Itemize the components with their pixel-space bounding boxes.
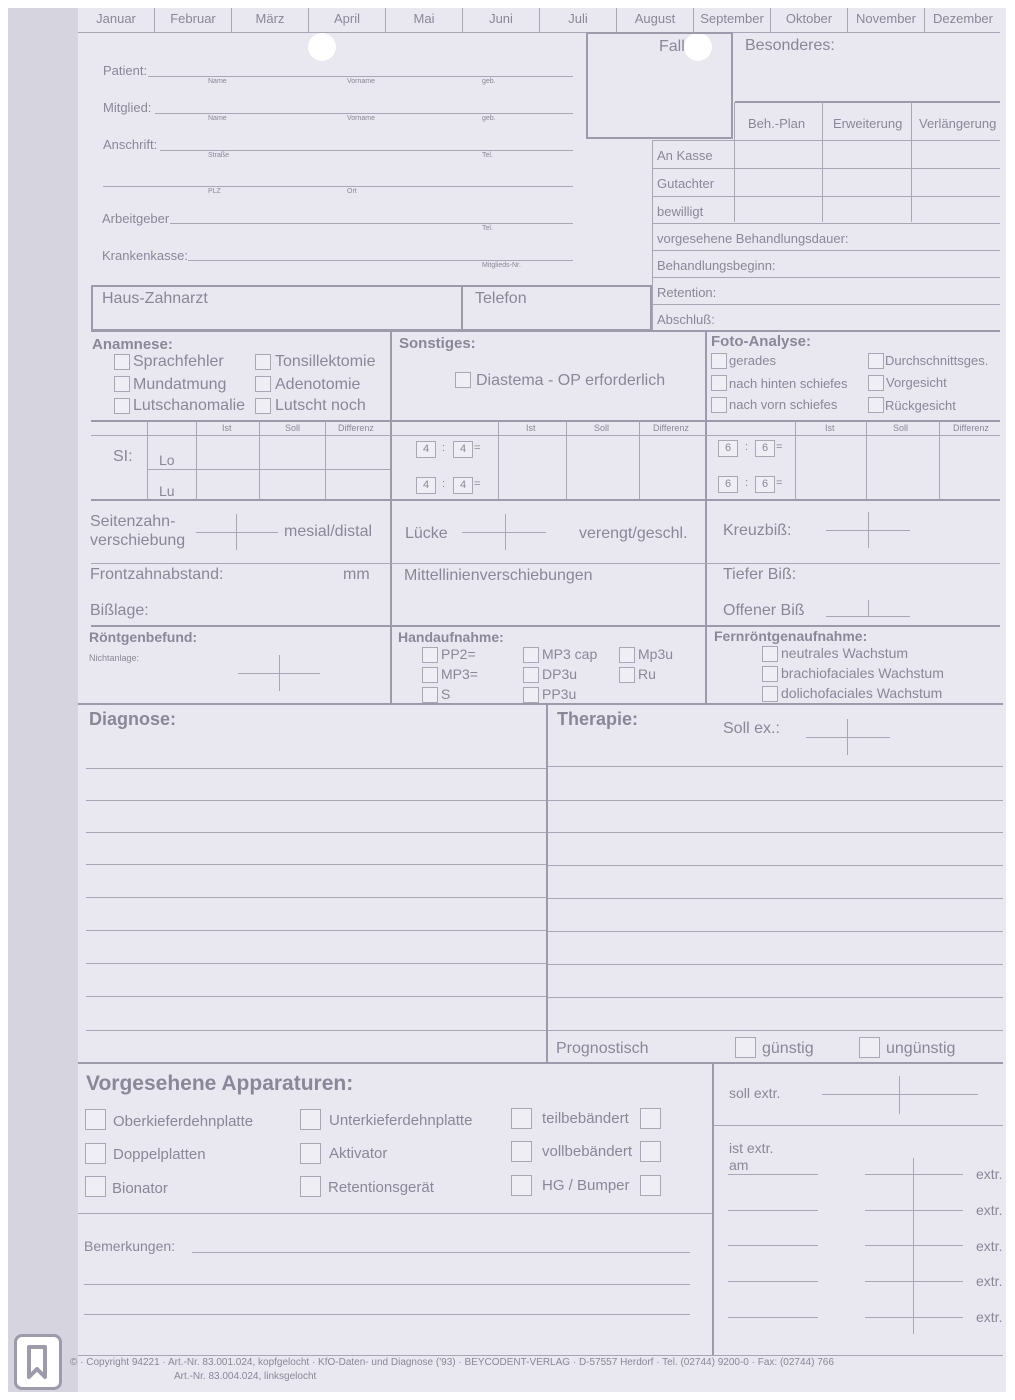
month-tab[interactable]: Januar xyxy=(78,8,155,32)
plan-row-label: bewilligt xyxy=(657,204,704,219)
bemerkungen-line[interactable] xyxy=(84,1284,690,1285)
colon: : xyxy=(442,478,446,490)
bemerkungen-line[interactable] xyxy=(192,1252,690,1253)
tooth-line[interactable] xyxy=(865,1245,963,1246)
checkbox[interactable] xyxy=(868,375,884,391)
soll-ex-label: Soll ex.: xyxy=(723,720,780,737)
ist-extr-label: ist extr. xyxy=(729,1140,774,1156)
date-line[interactable] xyxy=(728,1317,818,1318)
checkbox-label: Unterkieferdehnplatte xyxy=(329,1112,473,1129)
mittellinien-label: Mittellinienverschiebungen xyxy=(404,567,593,584)
grid-line xyxy=(866,421,867,499)
date-line[interactable] xyxy=(728,1281,818,1282)
grid-line xyxy=(147,469,390,470)
card-spine xyxy=(8,8,78,1392)
fernroentgen-title: Fernröntgenaufnahme: xyxy=(714,628,868,644)
colon: : xyxy=(745,477,749,489)
plan-row-label: Gutachter xyxy=(657,176,715,191)
checkbox[interactable] xyxy=(255,398,271,414)
checkbox[interactable] xyxy=(868,353,884,369)
patient-label: Patient: xyxy=(103,63,148,78)
kreuzbiss-label: Kreuzbiß: xyxy=(723,522,792,539)
arbeitgeber-label: Arbeitgeber xyxy=(102,211,170,226)
therapie-line[interactable] xyxy=(548,1030,1003,1031)
checkbox[interactable] xyxy=(619,647,635,663)
checkbox[interactable] xyxy=(255,376,271,392)
fall-label: Fall xyxy=(659,38,685,55)
tooth-box[interactable]: 6 xyxy=(755,440,775,457)
checkbox-label: MP3= xyxy=(441,666,478,682)
treatment-row-label: Behandlungsbeginn: xyxy=(657,258,776,273)
checkbox-label: günstig xyxy=(762,1040,814,1057)
grid-line xyxy=(652,140,1000,141)
arbeitgeber-field[interactable] xyxy=(170,223,573,224)
checkbox-label: Lutschanomalie xyxy=(133,397,246,414)
roentgen-title: Röntgenbefund: xyxy=(89,629,198,645)
grid-line xyxy=(652,223,1000,224)
checkbox-label: HG / Bumper xyxy=(542,1177,630,1194)
checkbox-label: MP3 cap xyxy=(542,646,598,662)
tooth-line[interactable] xyxy=(865,1174,963,1175)
krankenkasse-field[interactable] xyxy=(188,260,573,261)
tooth-cross xyxy=(826,616,910,617)
month-tab[interactable]: Februar xyxy=(155,8,232,32)
treatment-row-label: Retention: xyxy=(657,285,717,300)
colon: : xyxy=(442,442,446,454)
anschrift-field[interactable] xyxy=(160,150,573,151)
tooth-cross xyxy=(913,1158,914,1334)
sub-label: Mitglieds-Nr. xyxy=(482,262,521,269)
patient-field[interactable] xyxy=(148,76,573,77)
sub-label: Straße xyxy=(208,152,230,159)
checkbox-label: Bionator xyxy=(112,1180,168,1197)
checkbox[interactable] xyxy=(300,1109,321,1130)
grid-line xyxy=(196,421,197,499)
equals: = xyxy=(776,477,783,489)
frontzahnabstand-label: Frontzahnabstand: xyxy=(90,566,224,583)
mitglied-field[interactable] xyxy=(155,113,573,114)
checkbox[interactable] xyxy=(85,1109,106,1130)
diagnose-line[interactable] xyxy=(86,963,546,964)
checkbox-label: S xyxy=(441,686,451,702)
diagnose-line[interactable] xyxy=(86,864,546,865)
grid-line xyxy=(91,499,1000,501)
date-line[interactable] xyxy=(728,1245,818,1246)
divider xyxy=(712,1063,714,1355)
nichtanlage-label: Nichtanlage: xyxy=(89,653,140,663)
equals: = xyxy=(474,442,481,454)
logo-icon xyxy=(17,1337,59,1387)
checkbox[interactable] xyxy=(735,1037,756,1058)
tooth-line[interactable] xyxy=(865,1317,963,1318)
divider xyxy=(78,1062,1003,1064)
mm-label: mm xyxy=(343,566,370,583)
tooth-cross xyxy=(279,655,280,691)
grid-line xyxy=(734,102,735,222)
tooth-line[interactable] xyxy=(865,1281,963,1282)
soll-extr-label: soll extr. xyxy=(729,1085,781,1101)
month-tab[interactable]: Mai xyxy=(386,8,463,32)
tooth-cross xyxy=(847,719,848,755)
grid-line xyxy=(498,421,499,499)
checkbox[interactable] xyxy=(523,647,539,663)
prognostisch-label: Prognostisch xyxy=(556,1040,649,1057)
seitenzahn-label: verschiebung xyxy=(90,532,186,549)
checkbox[interactable] xyxy=(422,647,438,663)
checkbox-label: nach hinten schiefes xyxy=(729,376,848,391)
checkbox-label: Retentionsgerät xyxy=(328,1179,434,1196)
foto-analyse-title: Foto-Analyse: xyxy=(711,333,812,350)
checkbox-label: Aktivator xyxy=(329,1145,388,1162)
sub-label: Name xyxy=(208,78,227,85)
tooth-box[interactable]: 6 xyxy=(718,476,738,493)
besonderes-label: Besonderes: xyxy=(745,37,835,54)
grid-line xyxy=(652,277,1000,278)
checkbox-label: teilbebändert xyxy=(542,1110,629,1127)
checkbox[interactable] xyxy=(640,1175,661,1196)
bisslage-label: Bißlage: xyxy=(90,602,149,619)
footer-copyright: © · Copyright 94221 · Art.-Nr. 83.001.024, kopfgelocht · KfO-Daten- und Diagnose ('93) · BEYCODENT-VERLAG · D-57557 Herdorf · Tel. (02744) 9200-0 · Fax: (02744) 766 xyxy=(70,1357,834,1368)
grid-line xyxy=(325,421,326,499)
therapie-line[interactable] xyxy=(548,931,1003,932)
tooth-box[interactable]: 6 xyxy=(718,440,738,457)
checkbox-label: Mundatmung xyxy=(133,376,227,393)
checkbox[interactable] xyxy=(640,1108,661,1129)
diagnose-line[interactable] xyxy=(86,832,546,833)
checkbox-label: Vorgesicht xyxy=(886,375,947,390)
equals: = xyxy=(474,478,481,490)
extr-label: extr. xyxy=(976,1309,1003,1325)
checkbox-label: PP3u xyxy=(542,686,577,702)
checkbox-label: DP3u xyxy=(542,666,578,682)
mesial-distal-label: mesial/distal xyxy=(284,523,373,540)
month-tab[interactable]: Dezember xyxy=(933,11,993,26)
checkbox[interactable] xyxy=(455,372,471,388)
grid-line xyxy=(652,304,1000,305)
divider xyxy=(78,1213,712,1214)
tooth-box[interactable]: 4 xyxy=(453,477,473,494)
divider xyxy=(91,330,1000,332)
checkbox[interactable] xyxy=(422,687,438,703)
anamnese-title: Anamnese: xyxy=(92,336,173,353)
column-header: Differenz xyxy=(953,423,989,433)
tooth-cross xyxy=(806,737,890,738)
checkbox[interactable] xyxy=(255,354,271,370)
sub-label: Name xyxy=(208,115,227,122)
ort-field[interactable] xyxy=(103,186,573,187)
extr-label: extr. xyxy=(976,1273,1003,1289)
si-label: SI: xyxy=(113,448,133,465)
checkbox-label: vollbebändert xyxy=(542,1143,633,1160)
punch-hole xyxy=(308,33,336,61)
lu-label: Lu xyxy=(159,483,175,499)
sub-label: Ort xyxy=(347,188,357,195)
treatment-row-label: vorgesehene Behandlungsdauer: xyxy=(657,231,849,246)
month-tab[interactable]: April xyxy=(309,8,386,32)
grid-line xyxy=(822,102,823,222)
plan-header: Verlängerung xyxy=(919,116,997,131)
divider xyxy=(461,285,463,331)
checkbox[interactable] xyxy=(85,1176,106,1197)
checkbox-label: Sprachfehler xyxy=(133,353,224,370)
checkbox[interactable] xyxy=(523,667,539,683)
tooth-cross xyxy=(868,512,869,548)
tooth-cross xyxy=(899,1076,900,1114)
divider xyxy=(91,625,1000,627)
divider xyxy=(78,32,1000,33)
divider xyxy=(78,1355,1003,1356)
tiefer-biss-label: Tiefer Biß: xyxy=(723,566,797,583)
sub-label: Tel. xyxy=(482,225,493,232)
checkbox-label: neutrales Wachstum xyxy=(781,645,909,661)
checkbox-label: Oberkieferdehnplatte xyxy=(113,1113,254,1130)
grid-line xyxy=(639,421,640,499)
divider xyxy=(78,703,1003,705)
checkbox[interactable] xyxy=(859,1037,880,1058)
equals: = xyxy=(776,441,783,453)
divider xyxy=(91,420,1000,422)
checkbox-label: Rückgesicht xyxy=(885,398,956,413)
checkbox[interactable] xyxy=(640,1141,661,1162)
month-tab[interactable]: Juni xyxy=(463,8,540,32)
telefon-label: Telefon xyxy=(475,290,527,307)
checkbox-label: PP2= xyxy=(441,646,476,662)
checkbox[interactable] xyxy=(511,1108,532,1129)
month-tab[interactable]: Oktober xyxy=(771,8,848,32)
lo-label: Lo xyxy=(159,452,175,468)
extr-label: extr. xyxy=(976,1166,1003,1182)
apparaturen-title: Vorgesehene Apparaturen: xyxy=(86,1072,354,1095)
grid-line xyxy=(259,421,260,499)
checkbox-label: Doppelplatten xyxy=(113,1146,206,1163)
therapie-line[interactable] xyxy=(548,865,1003,866)
column-header: Soll xyxy=(285,423,301,433)
divider xyxy=(735,101,1000,103)
checkbox-label: brachiofaciales Wachstum xyxy=(781,665,944,681)
checkbox[interactable] xyxy=(762,686,778,702)
grid-line xyxy=(911,102,912,222)
checkbox-label: Mp3u xyxy=(638,646,674,662)
plan-header: Beh.-Plan xyxy=(748,116,806,131)
therapie-line[interactable] xyxy=(548,800,1003,801)
grid-line xyxy=(652,168,1000,169)
checkbox[interactable] xyxy=(422,667,438,683)
haus-zahnarzt-label: Haus-Zahnarzt xyxy=(102,290,208,307)
grid-line xyxy=(147,421,148,499)
date-line[interactable] xyxy=(728,1174,818,1175)
checkbox[interactable] xyxy=(762,666,778,682)
extr-label: extr. xyxy=(976,1202,1003,1218)
therapie-line[interactable] xyxy=(548,898,1003,899)
diagnose-title: Diagnose: xyxy=(89,709,177,729)
tooth-cross xyxy=(462,532,546,533)
checkbox-label: Tonsillektomie xyxy=(275,353,376,370)
grid-line xyxy=(91,435,1000,436)
diagnose-line[interactable] xyxy=(86,768,546,769)
bemerkungen-line[interactable] xyxy=(84,1314,690,1315)
tooth-cross xyxy=(505,514,506,550)
divider xyxy=(705,331,707,703)
luecke-label: Lücke xyxy=(405,525,448,542)
bemerkungen-label: Bemerkungen: xyxy=(84,1238,176,1254)
diagnose-line[interactable] xyxy=(86,1030,546,1031)
sub-label: geb. xyxy=(482,78,496,85)
checkbox-label: Diastema - OP erforderlich xyxy=(476,372,666,389)
offener-biss-label: Offener Biß xyxy=(723,602,805,619)
checkbox[interactable] xyxy=(511,1141,532,1162)
divider xyxy=(546,704,548,1062)
tooth-box[interactable]: 6 xyxy=(755,476,775,493)
tooth-cross xyxy=(196,532,278,533)
checkbox[interactable] xyxy=(762,646,778,662)
column-header: Ist xyxy=(222,423,232,433)
month-tab[interactable]: November xyxy=(848,8,925,32)
checkbox-label: nach vorn schiefes xyxy=(729,397,838,412)
footer-article: Art.-Nr. 83.004.024, linksgelocht xyxy=(174,1371,317,1382)
checkbox-label: Durchschnittsges. xyxy=(885,353,989,368)
therapie-title: Therapie: xyxy=(557,709,639,729)
plan-header: Erweiterung xyxy=(833,116,903,131)
treatment-row-label: Abschluß: xyxy=(657,312,715,327)
tooth-box[interactable]: 4 xyxy=(453,441,473,458)
divider xyxy=(713,1125,1003,1126)
sub-label: Tel. xyxy=(482,152,493,159)
plan-row-label: An Kasse xyxy=(657,148,713,163)
grid-line xyxy=(566,421,567,499)
diagnose-line[interactable] xyxy=(86,897,546,898)
checkbox[interactable] xyxy=(711,375,727,391)
grid-line xyxy=(795,421,796,499)
sub-label: PLZ xyxy=(208,188,221,195)
checkbox[interactable] xyxy=(85,1143,106,1164)
extr-label: extr. xyxy=(976,1238,1003,1254)
tooth-cross xyxy=(236,514,237,550)
column-header: Differenz xyxy=(653,423,689,433)
column-header: Soll xyxy=(594,423,610,433)
diagnose-line[interactable] xyxy=(86,800,546,801)
divider xyxy=(91,563,1000,564)
checkbox[interactable] xyxy=(868,397,884,413)
checkbox-label: Ru xyxy=(638,666,656,682)
am-label: am xyxy=(729,1157,749,1173)
checkbox[interactable] xyxy=(114,376,130,392)
sub-label: Vorname xyxy=(347,78,376,85)
checkbox-label: Adenotomie xyxy=(275,376,361,393)
checkbox-label: ungünstig xyxy=(886,1040,956,1057)
therapie-line[interactable] xyxy=(548,964,1003,965)
sub-label: Vorname xyxy=(347,115,376,122)
handaufnahme-title: Handaufnahme: xyxy=(398,629,504,645)
therapie-line[interactable] xyxy=(548,766,1003,767)
divider xyxy=(390,331,392,703)
checkbox[interactable] xyxy=(300,1143,321,1164)
sonstiges-title: Sonstiges: xyxy=(399,335,476,352)
verengt-label: verengt/geschl. xyxy=(579,525,688,542)
month-tab[interactable]: März xyxy=(232,8,309,32)
checkbox[interactable] xyxy=(114,398,130,414)
grid-line xyxy=(939,421,940,499)
krankenkasse-label: Krankenkasse: xyxy=(102,248,188,263)
month-tab[interactable]: August xyxy=(617,8,694,32)
sub-label: geb. xyxy=(482,115,496,122)
date-line[interactable] xyxy=(728,1210,818,1211)
month-tab[interactable]: September xyxy=(694,8,771,32)
anschrift-label: Anschrift: xyxy=(103,137,158,152)
beycodent-logo xyxy=(14,1334,62,1390)
diagnose-line[interactable] xyxy=(86,996,546,997)
checkbox-label: dolichofaciales Wachstum xyxy=(781,685,943,701)
colon: : xyxy=(745,441,749,453)
checkbox[interactable] xyxy=(300,1176,321,1197)
checkbox[interactable] xyxy=(511,1175,532,1196)
checkbox[interactable] xyxy=(711,397,727,413)
column-header: Soll xyxy=(893,423,909,433)
checkbox-label: gerades xyxy=(729,353,776,368)
tooth-cross xyxy=(822,1094,978,1095)
column-header: Ist xyxy=(825,423,835,433)
checkbox[interactable] xyxy=(523,687,539,703)
seitenzahn-label: Seitenzahn- xyxy=(90,513,176,530)
grid-line xyxy=(652,196,1000,197)
checkbox[interactable] xyxy=(114,354,130,370)
grid-line xyxy=(652,250,1000,251)
tooth-box[interactable]: 4 xyxy=(416,441,436,458)
checkbox-label: Lutscht noch xyxy=(275,397,366,414)
diagnose-line[interactable] xyxy=(86,930,546,931)
tooth-line[interactable] xyxy=(865,1210,963,1211)
column-header: Differenz xyxy=(338,423,374,433)
tooth-box[interactable]: 4 xyxy=(416,477,436,494)
checkbox[interactable] xyxy=(711,353,727,369)
column-header: Ist xyxy=(526,423,536,433)
tooth-cross xyxy=(868,600,869,616)
therapie-line[interactable] xyxy=(548,997,1003,998)
checkbox[interactable] xyxy=(619,667,635,683)
therapie-line[interactable] xyxy=(548,832,1003,833)
month-tab[interactable]: Juli xyxy=(540,8,617,32)
mitglied-label: Mitglied: xyxy=(103,100,152,115)
